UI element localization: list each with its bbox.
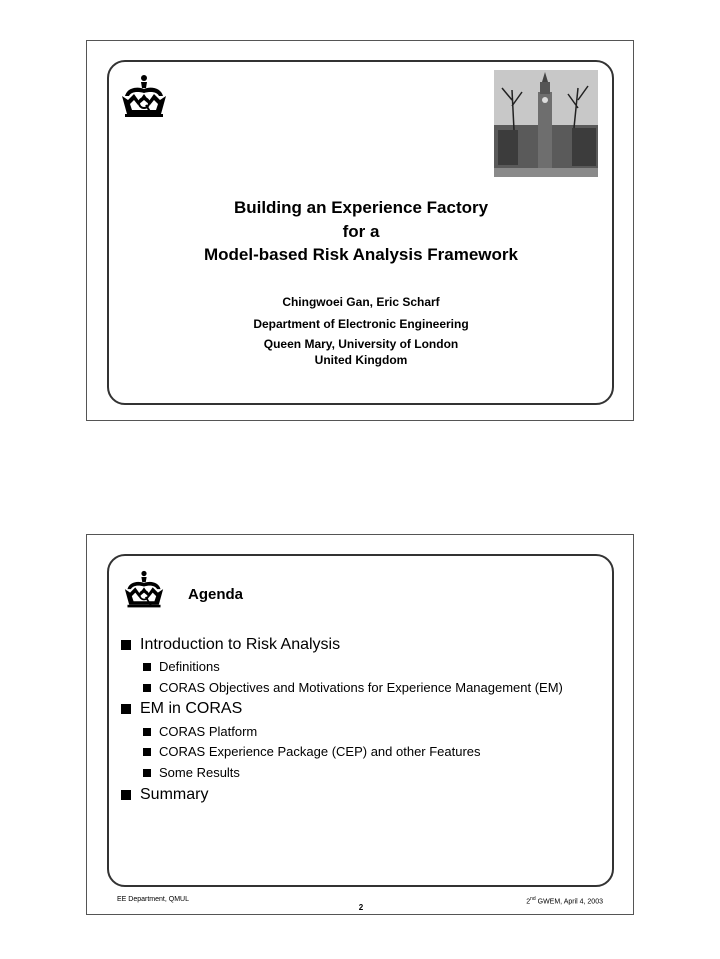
- agenda-item-label: Introduction to Risk Analysis: [140, 636, 341, 653]
- bullet-square-icon: [121, 704, 131, 714]
- slide-title-line-1: Building an Experience Factory: [233, 198, 489, 217]
- slide-title-line-3: Model-based Risk Analysis Framework: [204, 245, 518, 264]
- page-number: 2: [358, 903, 364, 912]
- footer-department: EE Department, QMUL: [117, 896, 189, 903]
- bullet-square-icon: [143, 769, 151, 777]
- footer-event-text: GWEM, April 4, 2003: [535, 898, 603, 906]
- slide-title: Agenda: [188, 586, 244, 603]
- agenda-item-label: Summary: [140, 786, 209, 803]
- agenda-item: [121, 700, 242, 718]
- agenda-item-label: EM in CORAS: [140, 700, 243, 717]
- agenda-subitem: [143, 724, 257, 739]
- bullet-square-icon: [143, 748, 151, 756]
- bullet-square-icon: [143, 663, 151, 671]
- agenda-subitem: [143, 765, 240, 780]
- agenda-subitem-label: Some Results: [159, 765, 240, 780]
- agenda-subitem-label: CORAS Experience Package (CEP) and other Features: [159, 744, 481, 759]
- agenda-slide: [86, 534, 634, 915]
- footer-event-ordinal: 2: [526, 898, 531, 906]
- title-slide: [86, 40, 634, 421]
- qmul-crown-logo-icon: [119, 570, 169, 610]
- country: United Kingdom: [314, 353, 408, 367]
- agenda-item: [121, 636, 340, 654]
- qmul-crown-logo-icon: [119, 74, 169, 120]
- department: Department of Electronic Engineering: [253, 317, 469, 331]
- agenda-subitem-label: CORAS Objectives and Motivations for Experience Management (EM): [159, 680, 563, 695]
- authors: Chingwoei Gan, Eric Scharf: [282, 295, 440, 309]
- agenda-subitem: [143, 744, 481, 759]
- bullet-square-icon: [143, 728, 151, 736]
- bullet-square-icon: [143, 684, 151, 692]
- slide-title-line-2: for a: [342, 222, 380, 241]
- agenda-subitem-label: CORAS Platform: [159, 724, 258, 739]
- agenda-subitem-label: Definitions: [159, 659, 220, 674]
- slide-frame: [107, 554, 614, 887]
- agenda-item: [121, 786, 208, 804]
- agenda-subitem: [143, 659, 220, 674]
- footer-event-suffix: nd: [530, 896, 536, 902]
- bullet-square-icon: [121, 640, 131, 650]
- university: Queen Mary, University of London: [263, 337, 459, 351]
- agenda-subitem: [143, 680, 563, 695]
- bullet-square-icon: [121, 790, 131, 800]
- clock-tower-photo: [494, 70, 598, 177]
